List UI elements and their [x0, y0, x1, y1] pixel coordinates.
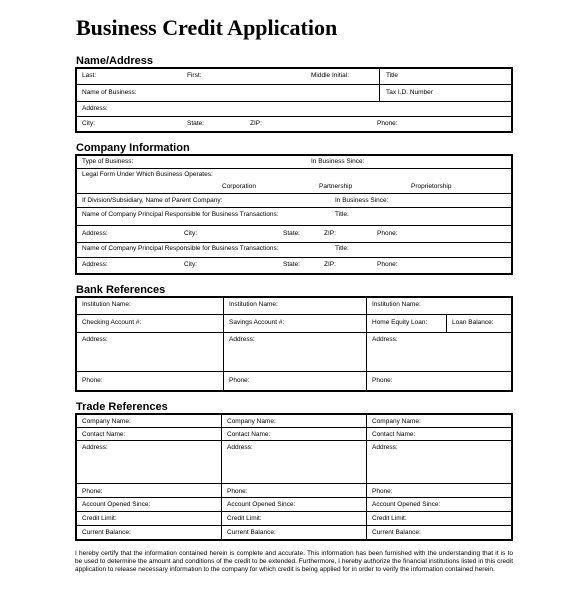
- partnership-option[interactable]: Partnership: [319, 183, 353, 190]
- trade2-contact-field[interactable]: Contact Name:: [227, 431, 271, 438]
- bank-institution-row: [77, 298, 511, 315]
- trade1-contact-field[interactable]: Contact Name:: [82, 431, 126, 438]
- home-equity-loan-field[interactable]: Home Equity Loan:: [372, 319, 428, 326]
- trade2-address-field[interactable]: Address:: [227, 444, 253, 451]
- trade2-company-field[interactable]: Company Name:: [227, 418, 276, 425]
- trade1-company-field[interactable]: Company Name:: [82, 418, 131, 425]
- in-business-since-field[interactable]: In Business Since:: [311, 158, 365, 165]
- state-field[interactable]: State:: [187, 120, 204, 127]
- form-title: Business Credit Application: [76, 15, 338, 40]
- bank1-phone-field[interactable]: Phone:: [82, 377, 103, 384]
- trade3-phone-field[interactable]: Phone:: [372, 488, 393, 495]
- trade-company-row: [77, 415, 511, 428]
- trade-credit-limit-row: [77, 512, 511, 526]
- bank2-institution-field[interactable]: Institution Name:: [229, 301, 278, 308]
- trade-phone-row: [77, 484, 511, 498]
- trade3-company-field[interactable]: Company Name:: [372, 418, 421, 425]
- bank-address-row: [77, 333, 511, 372]
- trade1-phone-field[interactable]: Phone:: [82, 488, 103, 495]
- parent-in-business-since-field[interactable]: In Business Since:: [335, 197, 389, 204]
- bank2-address-field[interactable]: Address:: [229, 336, 255, 343]
- bank3-institution-field[interactable]: Institution Name:: [372, 301, 421, 308]
- loan-balance-field[interactable]: Loan Balance:: [452, 319, 494, 326]
- address-field[interactable]: Address:: [82, 105, 108, 112]
- address-row: [77, 102, 511, 117]
- principal-row-2: [77, 243, 511, 258]
- legal-form-row: [77, 169, 511, 194]
- last-field[interactable]: Last:: [82, 72, 97, 79]
- trade2-balance-field[interactable]: Current Balance:: [227, 529, 276, 536]
- principal-city-field-2[interactable]: City:: [184, 261, 197, 268]
- type-row: [77, 156, 511, 169]
- trade-contact-row: [77, 428, 511, 441]
- proprietorship-option[interactable]: Proprietorship: [411, 183, 452, 190]
- title-field[interactable]: Title: [386, 72, 399, 79]
- principal-name-field-2[interactable]: Name of Company Principal Responsible for Business Transactions:: [82, 245, 279, 252]
- trade1-balance-field[interactable]: Current Balance:: [82, 529, 131, 536]
- trade3-opened-field[interactable]: Account Opened Since:: [372, 501, 441, 508]
- trade3-credit-limit-field[interactable]: Credit Limit:: [372, 515, 407, 522]
- section-trade-refs: Trade References: [76, 401, 168, 413]
- trade2-phone-field[interactable]: Phone:: [227, 488, 248, 495]
- bank1-institution-field[interactable]: Institution Name:: [82, 301, 131, 308]
- principal-title-field-2[interactable]: Title:: [335, 245, 349, 252]
- corporation-option[interactable]: Corporation: [222, 183, 256, 190]
- first-field[interactable]: First:: [187, 72, 202, 79]
- trade-opened-row: [77, 498, 511, 512]
- trade1-address-field[interactable]: Address:: [82, 444, 108, 451]
- principal-address-row-1: [77, 226, 511, 243]
- legal-form-label: Legal Form Under Which Business Operates:: [82, 171, 213, 178]
- certification-text: I hereby certify that the information contained herein is complete and accurate. This information has been furnished with the understanding that it is to be used to determine the amount and conditions of the credit to be extended. Furthermore, I hereby authorize the financial institutions listed in this credit application to release necessary information to the company for which credit is being applied for in order to verify the information contained herein.: [75, 550, 513, 573]
- trade3-contact-field[interactable]: Contact Name:: [372, 431, 416, 438]
- bank3-address-field[interactable]: Address:: [372, 336, 398, 343]
- type-of-business-field[interactable]: Type of Business:: [82, 158, 134, 165]
- trade-references-table: [75, 413, 513, 541]
- bank3-phone-field[interactable]: Phone:: [372, 377, 393, 384]
- principal-phone-field-2[interactable]: Phone:: [377, 261, 398, 268]
- trade-balance-row: [77, 526, 511, 539]
- trade2-credit-limit-field[interactable]: Credit Limit:: [227, 515, 262, 522]
- trade3-address-field[interactable]: Address:: [372, 444, 398, 451]
- section-company-info: Company Information: [76, 142, 190, 154]
- principal-city-field-1[interactable]: City:: [184, 230, 197, 237]
- parent-company-field[interactable]: If Division/Subsidiary, Name of Parent Company:: [82, 197, 223, 204]
- bank-account-row: [77, 315, 511, 333]
- name-address-table: [75, 67, 513, 133]
- name-row: [77, 69, 511, 85]
- middle-initial-field[interactable]: Middle Initial:: [311, 72, 349, 79]
- business-name-row: [77, 85, 511, 102]
- trade-address-row: [77, 441, 511, 484]
- company-info-table: [75, 154, 513, 275]
- bank-references-table: [75, 296, 513, 392]
- principal-zip-field-1[interactable]: ZIP:: [324, 230, 336, 237]
- trade3-balance-field[interactable]: Current Balance:: [372, 529, 421, 536]
- trade1-credit-limit-field[interactable]: Credit Limit:: [82, 515, 117, 522]
- principal-state-field-2[interactable]: State:: [283, 261, 300, 268]
- savings-account-field[interactable]: Savings Account #:: [229, 319, 285, 326]
- section-name-address: Name/Address: [76, 55, 154, 67]
- section-bank-refs: Bank References: [76, 284, 166, 296]
- bank2-phone-field[interactable]: Phone:: [229, 377, 250, 384]
- zip-field[interactable]: ZIP:: [250, 120, 262, 127]
- phone-field[interactable]: Phone:: [377, 120, 398, 127]
- principal-state-field-1[interactable]: State:: [283, 230, 300, 237]
- trade1-opened-field[interactable]: Account Opened Since:: [82, 501, 151, 508]
- principal-row-1: [77, 208, 511, 226]
- principal-address-row-2: [77, 258, 511, 275]
- principal-title-field-1[interactable]: Title:: [335, 211, 349, 218]
- principal-address-field-1[interactable]: Address:: [82, 230, 108, 237]
- bank-phone-row: [77, 372, 511, 390]
- parent-company-row: [77, 194, 511, 208]
- principal-name-field-1[interactable]: Name of Company Principal Responsible for Business Transactions:: [82, 211, 279, 218]
- checking-account-field[interactable]: Checking Account #:: [82, 319, 142, 326]
- principal-address-field-2[interactable]: Address:: [82, 261, 108, 268]
- trade2-opened-field[interactable]: Account Opened Since:: [227, 501, 296, 508]
- principal-phone-field-1[interactable]: Phone:: [377, 230, 398, 237]
- city-field[interactable]: City:: [82, 120, 95, 127]
- city-row: [77, 117, 511, 133]
- tax-id-field[interactable]: Tax I.D. Number: [386, 89, 433, 96]
- bank1-address-field[interactable]: Address:: [82, 336, 108, 343]
- principal-zip-field-2[interactable]: ZIP:: [324, 261, 336, 268]
- name-of-business-field[interactable]: Name of Business:: [82, 89, 137, 96]
